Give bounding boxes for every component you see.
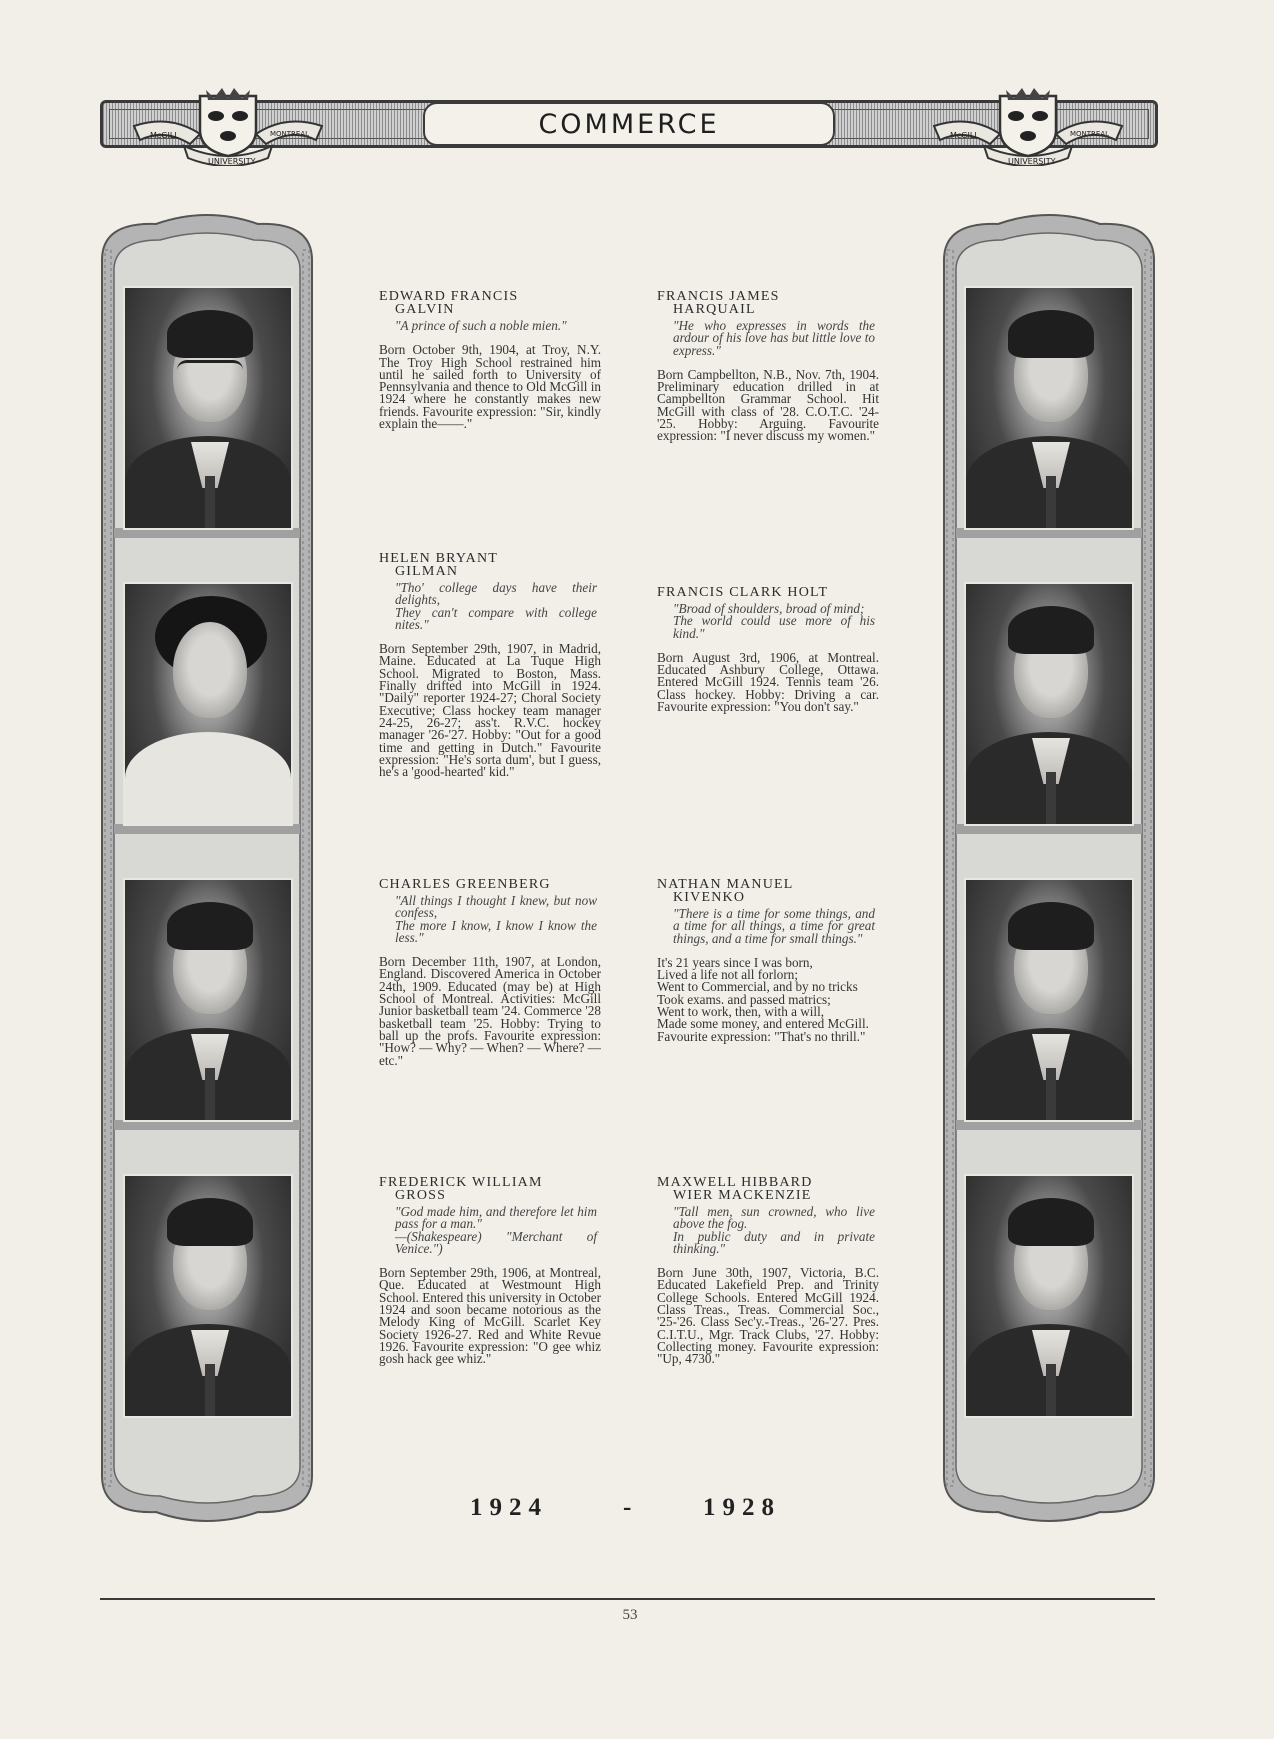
entry-bio: Born October 9th, 1904, at Troy, N.Y. The Troy High School restrained him until he sailed forth to University of Pennsylvania and thence to Old McGill in 1924 where he constantly makes new friends. Favourite expression: "Sir, kindly explain the——." xyxy=(379,342,601,432)
entry-holt xyxy=(657,586,879,713)
crest-text-right: MONTREAL xyxy=(1070,130,1110,138)
entry-name: EDWARD FRANCIS GALVIN xyxy=(379,289,519,317)
entry-name: FRANCIS JAMES HARQUAIL xyxy=(657,289,780,317)
entry-bio: Born September 29th, 1906, at Montreal, Que. Educated at Westmount High School. Entered this university in October 1924 and soon became notorious as the Melody King of McGill. Scarlet Key Society 1926-27. Red and White Revue 1926. Favourite expression: "O gee whiz gosh hack gee whiz." xyxy=(379,1265,601,1367)
portrait-holt xyxy=(964,582,1134,826)
class-year-end: 1928 xyxy=(703,1494,781,1521)
crest-text-left: McGILL xyxy=(950,131,979,140)
mcgill-crest-left-icon xyxy=(130,86,326,166)
mcgill-crest-right-icon xyxy=(930,86,1126,166)
entry-name: HELEN BRYANT GILMAN xyxy=(379,551,499,579)
entry-bio: Born June 30th, 1907, Victoria, B.C. Educated Lakefield Prep. and Trinity College Schools. Entered McGill 1924. Class Treas., Treas. Commercial Soc., '25-'26. Class Sec'y.-Treas., '26-'27. Pres. C.I.T.U., Mgr. Track Clubs, '27. Hobby: Collecting money. Favourite expression: "Up, 4730." xyxy=(657,1265,879,1367)
entry-greenberg xyxy=(379,878,601,1067)
entry-quote: "All things I thought I knew, but now confess, The more I know, I know I know the less." xyxy=(395,893,597,945)
entry-quote: "He who expresses in words the ardour of his love has but little love to express." xyxy=(673,318,875,358)
portrait-greenberg xyxy=(123,878,293,1122)
entry-bio: Born September 29th, 1907, in Madrid, Maine. Educated at La Tuque High School. Migrated to Boston, Mass. Finally drifted into McGill in 1924. "Daily" reporter 1924-27; Choral Society Executive; Class hockey team manager 24-25, 26-27; ass't. R.V.C. hockey manager '26-'27. Hobby: "Out for a good time and getting in Dutch." Favourite expression: "He's sorta dum', but I guess, he's a 'good-hearted' kid." xyxy=(379,641,601,780)
entry-name: FREDERICK WILLIAM GROSS xyxy=(379,1175,543,1203)
entry-kivenko xyxy=(657,878,879,1043)
crest-text-left: McGILL xyxy=(150,131,179,140)
portrait-mackenzie xyxy=(964,1174,1134,1418)
entry-quote: "There is a time for some things, and a time for all things, a time for great things, and a time for small things." xyxy=(673,906,875,946)
portrait-gross xyxy=(123,1174,293,1418)
section-title: COMMERCE xyxy=(423,102,835,146)
portrait-harquail xyxy=(964,286,1134,530)
entry-quote: "Broad of shoulders, broad of mind; The world could use more of his kind." xyxy=(673,601,875,641)
portrait-gilman xyxy=(123,582,293,826)
entry-quote: "A prince of such a noble mien." xyxy=(395,318,567,333)
entry-bio: It's 21 years since I was born, Lived a life not all forlorn; Went to Commercial, and by no tricks Took exams. and passed matrics; Went to work, then, with a will, Made some money, and entered McGill. Favourite expression: "That's no thrill." xyxy=(657,954,869,1044)
footer-rule xyxy=(100,1598,1155,1600)
portrait-kivenko xyxy=(964,878,1134,1122)
entry-quote: "God made him, and therefore let him pass for a man." —(Shakespeare) "Merchant of Venice.") xyxy=(395,1204,597,1256)
photo-frame-left xyxy=(96,210,318,1526)
photo-frame-right xyxy=(938,210,1160,1526)
entry-name: FRANCIS CLARK HOLT xyxy=(657,585,829,600)
glasses-icon xyxy=(177,360,243,383)
class-year-start: 1924 xyxy=(470,1494,548,1521)
entry-quote: "Tho' college days have their delights, They can't compare with college nites." xyxy=(395,580,597,632)
page-number: 53 xyxy=(622,1607,638,1623)
entry-gilman xyxy=(379,552,601,778)
entry-bio: Born December 11th, 1907, at London, England. Discovered America in October 24th, 1909. Educated (may be) at High School of Montreal. Activities: McGill Junior basketball team '24. Commerce '28 basketball team '25. Hobby: Trying to ball up the profs. Favourite expression: "How? — Why? — When? — Where? — etc." xyxy=(379,954,601,1068)
entry-bio: Born August 3rd, 1906, at Montreal. Educated Ashbury College, Ottawa. Entered McGill 1924. Tennis team '26. Class hockey. Hobby: Driving a car. Favourite expression: "You don't say." xyxy=(657,649,879,715)
entry-gross xyxy=(379,1176,601,1366)
entry-name: CHARLES GREENBERG xyxy=(379,877,551,892)
entry-mackenzie xyxy=(657,1176,879,1366)
class-year-separator: - xyxy=(623,1494,639,1521)
entry-quote: "Tall men, sun crowned, who live above the fog. In public duty and in private thinking." xyxy=(673,1204,875,1256)
entry-name: MAXWELL HIBBARD WIER MACKENZIE xyxy=(657,1175,813,1203)
entry-name: NATHAN MANUEL KIVENKO xyxy=(657,877,794,905)
entry-galvin xyxy=(379,290,601,430)
entry-bio: Born Campbellton, N.B., Nov. 7th, 1904. Preliminary education drilled in at Campbellton Grammar School. Hit McGill with class of '28. C.O.T.C. '24-'25. Hobby: Arguing. Favourite expression: "I never discuss my women." xyxy=(657,366,879,444)
crest-text-center: UNIVERSITY xyxy=(208,157,256,166)
crest-text-right: MONTREAL xyxy=(270,130,310,138)
crest-text-center: UNIVERSITY xyxy=(1008,157,1056,166)
entry-harquail xyxy=(657,290,879,443)
portrait-galvin xyxy=(123,286,293,530)
